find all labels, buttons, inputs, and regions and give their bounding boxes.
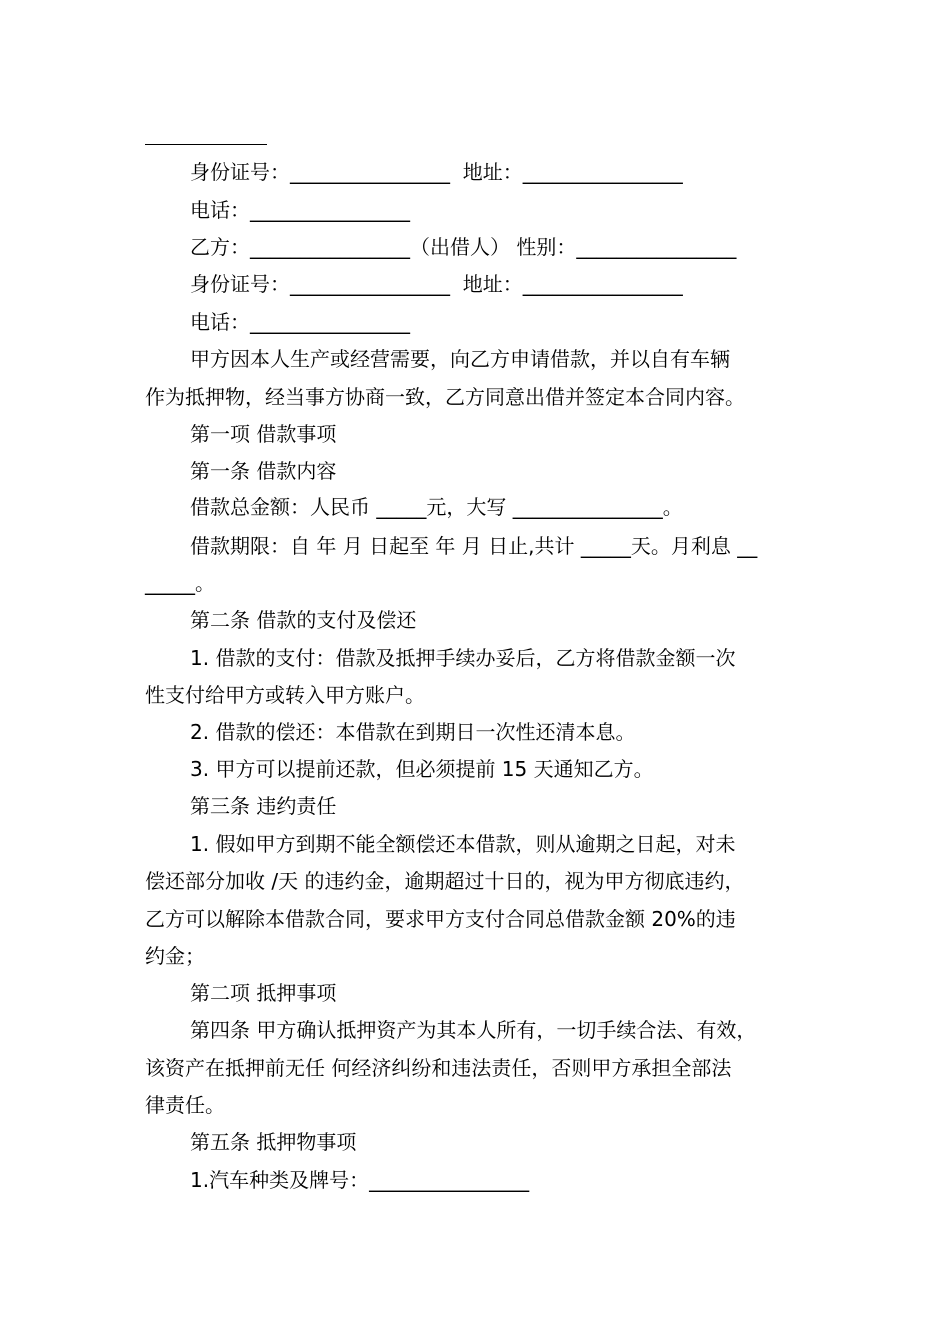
article-4-line-3: 律责任。 xyxy=(145,1093,225,1117)
article-heading-1: 第一条 借款内容 xyxy=(190,459,337,483)
breach-clause-line-2: 偿还部分加收 /天 的违约金，逾期超过十日的，视为甲方彻底违约， xyxy=(145,869,745,893)
party-b-line: 乙方：________________（出借人） 性别：________________ xyxy=(190,235,737,259)
article-heading-3: 第三条 违约责任 xyxy=(190,794,337,818)
payment-clause-1a: 1. 借款的支付：借款及抵押手续办妥后，乙方将借款金额一次 xyxy=(190,646,736,670)
loan-amount-line: 借款总金额：人民币 _____元，大写 _______________。 xyxy=(190,495,683,519)
article-heading-5: 第五条 抵押物事项 xyxy=(190,1130,357,1154)
payment-clause-3: 3. 甲方可以提前还款，但必须提前 15 天通知乙方。 xyxy=(190,757,654,781)
loan-term-line-2: _____。 xyxy=(145,571,215,595)
party-b-id-address: 身份证号：________________ 地址：________________ xyxy=(190,272,683,296)
article-4-line-2: 该资产在抵押前无任 何经济纠纷和违法责任，否则甲方承担全部法 xyxy=(145,1056,732,1080)
loan-term-line-1: 借款期限：自 年 月 日起至 年 月 日止,共计 _____天。月利息 __ xyxy=(190,534,758,558)
intro-paragraph-line-2: 作为抵押物，经当事方协商一致，乙方同意出借并签定本合同内容。 xyxy=(145,385,745,409)
top-underline xyxy=(145,144,267,145)
payment-clause-1b: 性支付给甲方或转入甲方账户。 xyxy=(145,683,425,707)
breach-clause-line-4: 约金； xyxy=(145,944,205,968)
article-4-line-1: 第四条 甲方确认抵押资产为其本人所有，一切手续合法、有效， xyxy=(190,1018,757,1042)
breach-clause-line-3: 乙方可以解除本借款合同，要求甲方支付合同总借款金额 20%的违 xyxy=(145,907,736,931)
payment-clause-2: 2. 借款的偿还：本借款在到期日一次性还清本息。 xyxy=(190,720,636,744)
party-b-phone: 电话：________________ xyxy=(190,310,410,334)
section-heading-2: 第二项 抵押事项 xyxy=(190,981,337,1005)
party-a-id-address: 身份证号：________________ 地址：________________ xyxy=(190,160,683,184)
vehicle-type-plate-line: 1.汽车种类及牌号：________________ xyxy=(190,1168,530,1192)
party-a-phone: 电话：________________ xyxy=(190,198,410,222)
intro-paragraph-line-1: 甲方因本人生产或经营需要，向乙方申请借款，并以自有车辆 xyxy=(190,347,730,371)
section-heading-1: 第一项 借款事项 xyxy=(190,422,337,446)
breach-clause-line-1: 1. 假如甲方到期不能全额偿还本借款，则从逾期之日起，对未 xyxy=(190,832,736,856)
article-heading-2: 第二条 借款的支付及偿还 xyxy=(190,608,417,632)
